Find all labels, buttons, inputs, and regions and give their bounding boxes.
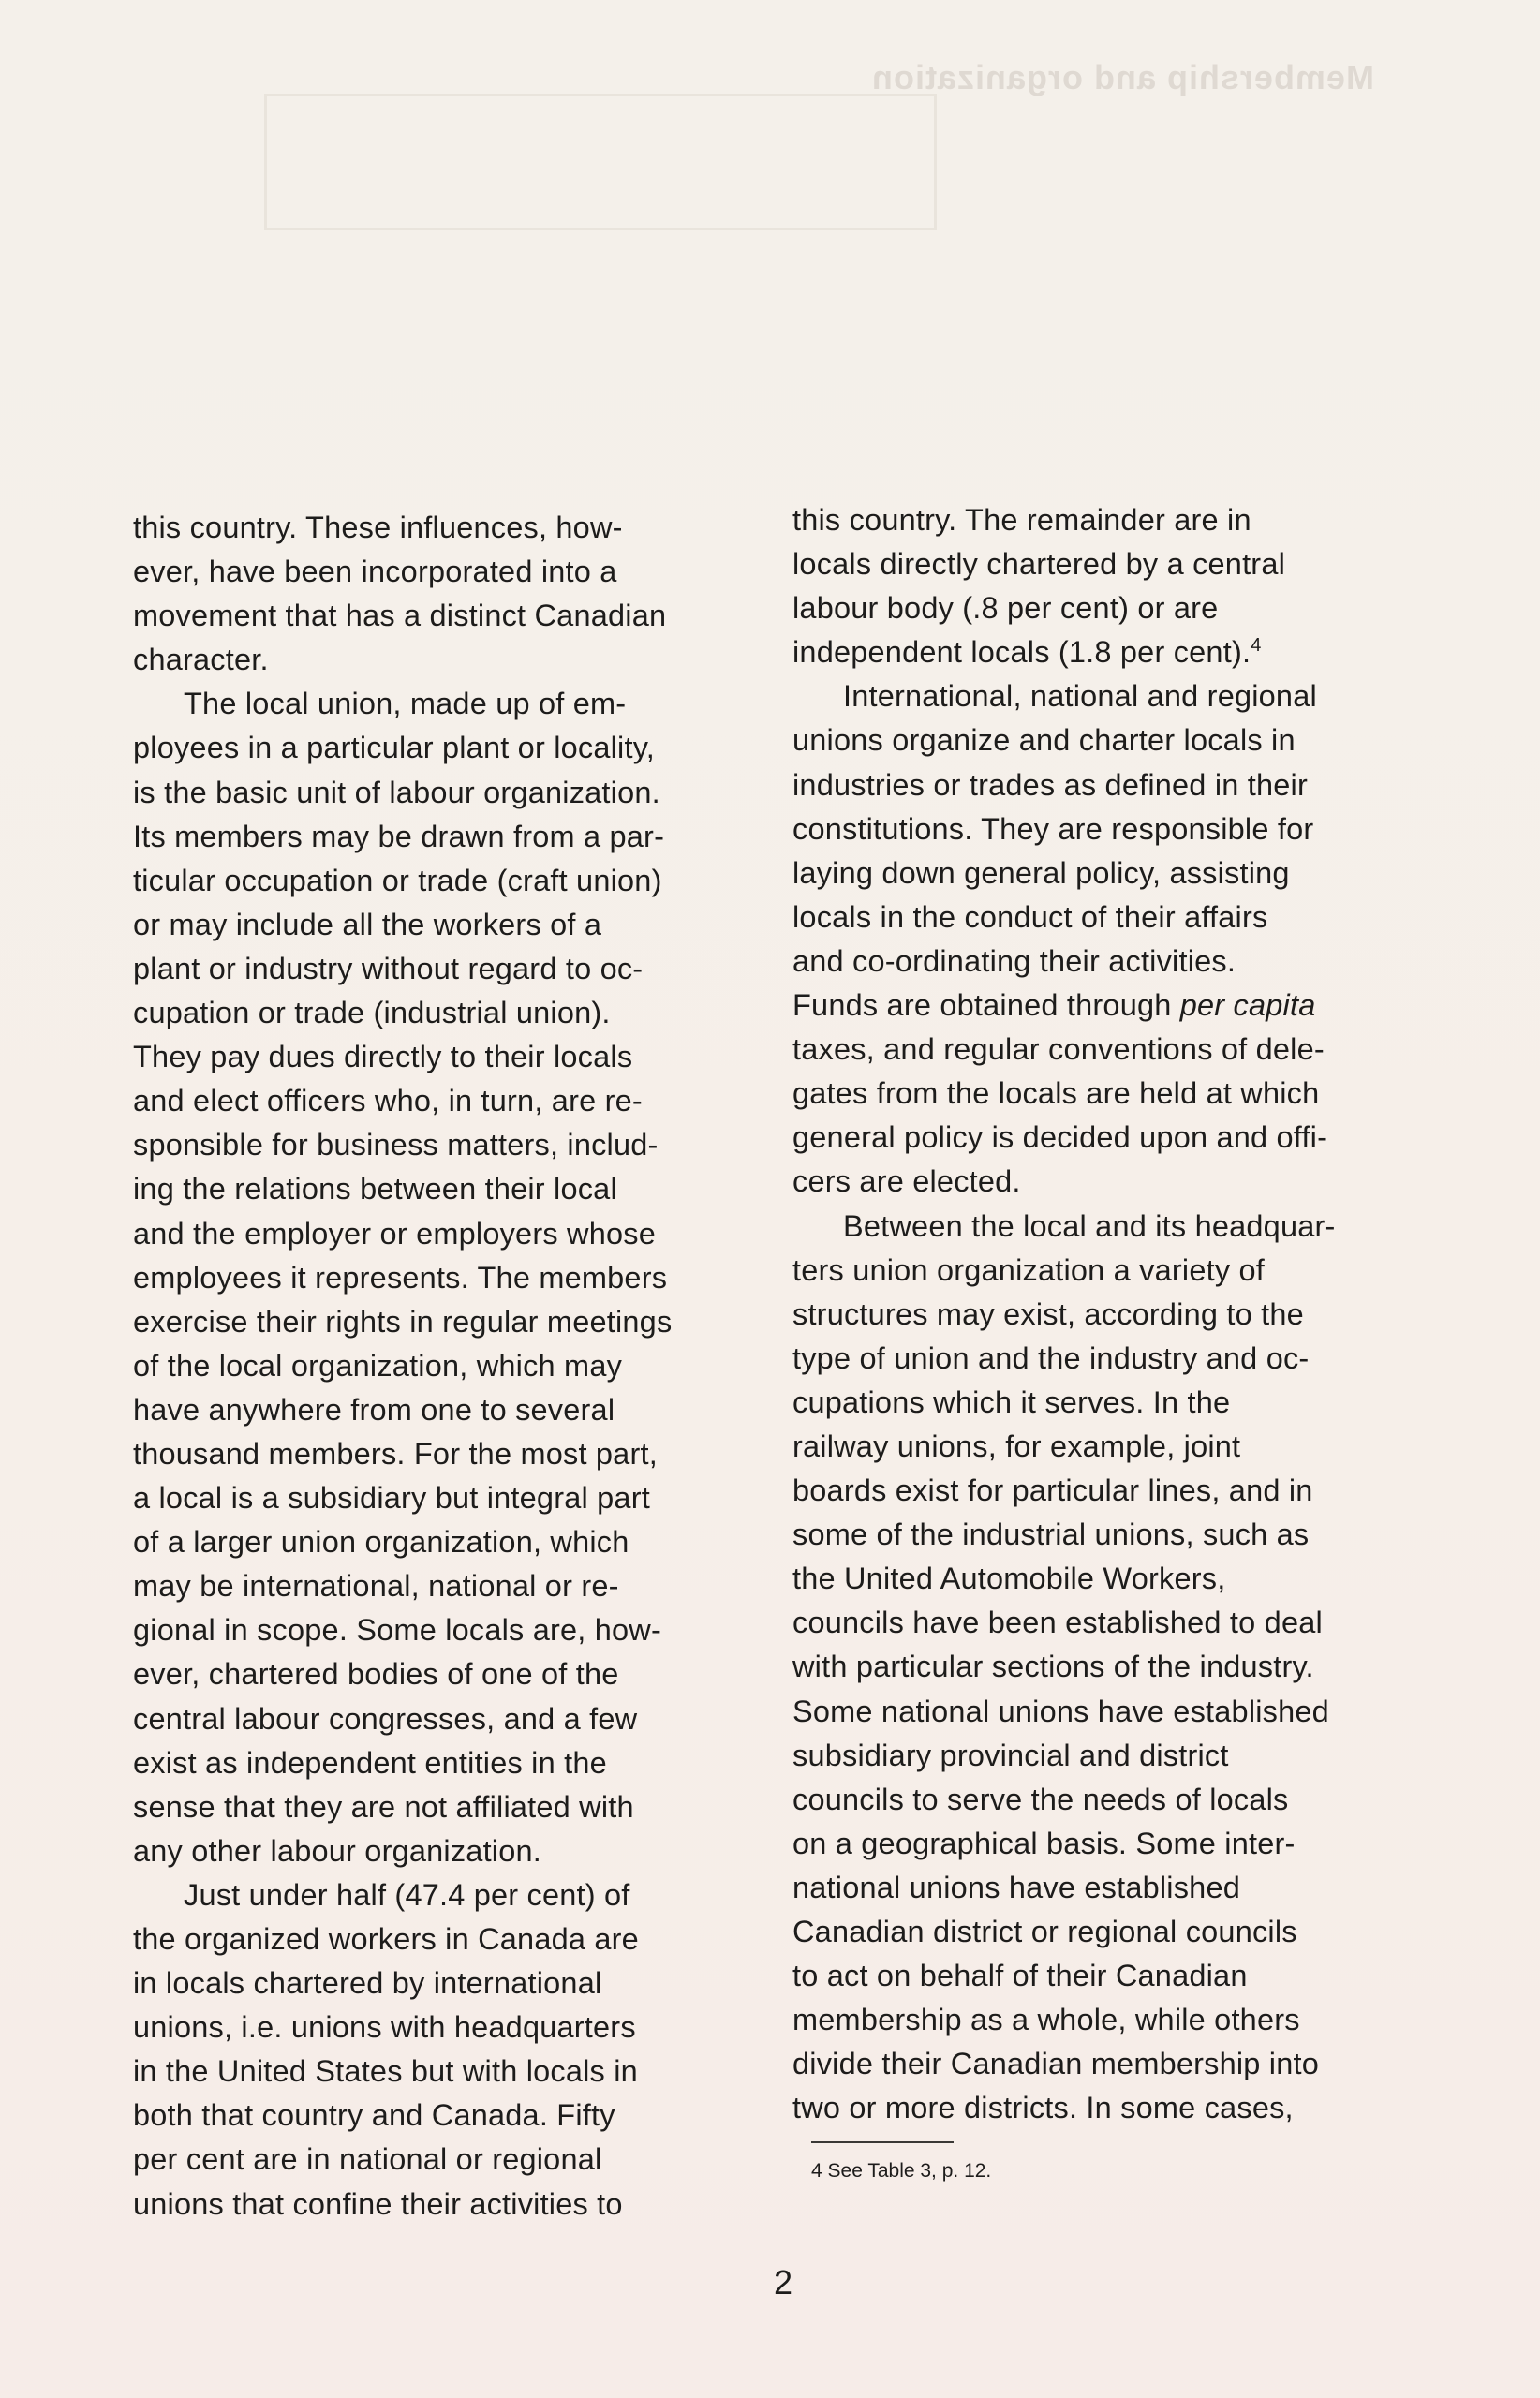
text-line: a local is a subsidiary but integral part [133,1481,650,1516]
text-line: this country. These influences, how- [133,511,623,544]
text-line: character. [133,643,269,677]
text-line: of the local organization, which may [133,1348,623,1383]
text-line: in the United States but with locals in [133,2054,638,2089]
right-text-column [792,498,1420,2130]
text-line: ing the relations between their local [133,1172,617,1206]
bleed-through-stamp-box [264,94,937,230]
text-line: gates from the locals are held at which [792,1076,1320,1111]
text-line: unions, i.e. unions with headquarters [133,2010,636,2045]
text-line: cers are elected. [792,1164,1021,1199]
left-text-column [133,506,761,2227]
text-line: per cent are in national or regional [133,2142,602,2177]
text-line: of a larger union organization, which [133,1525,629,1560]
text-line: industries or trades as defined in their [792,767,1308,802]
text-line: is the basic unit of labour organization. [133,775,660,809]
text-line: cupations which it serves. In the [792,1384,1231,1419]
page-number: 2 [774,2263,793,2302]
text-line: subsidiary provincial and district [792,1738,1229,1772]
text-line: in locals chartered by international [133,1966,602,2001]
text-line: sponsible for business matters, includ- [133,1128,659,1162]
text-line: and the employer or employers whose [133,1216,656,1251]
text-line: constitutions. They are responsible for [792,811,1314,846]
bleed-through-heading: Membership and organization [871,58,1375,96]
text-line: the organized workers in Canada are [133,1922,639,1956]
text-line: Just under half (47.4 per cent) of [184,1877,630,1912]
text-line: independent locals (1.8 per cent).$^4$ [792,635,1262,670]
text-line: employees it represents. The members [133,1260,668,1295]
text-line: on a geographical basis. Some inter- [792,1826,1296,1860]
text-line: both that country and Canada. Fifty [133,2098,615,2133]
text-line: The local union, made up of em- [184,687,627,721]
text-line: locals in the conduct of their affairs [792,899,1268,934]
text-line: to act on behalf of their Canadian [792,1959,1248,1993]
text-line: Some national unions have established [792,1694,1329,1728]
text-line: laying down general policy, assisting [792,855,1290,890]
footnote: 4 See Table 3, p. 12. [811,2160,992,2182]
text-line: ever, have been incorporated into a [133,555,617,589]
text-line: They pay dues directly to their locals [133,1040,633,1074]
text-line: and co-ordinating their activities. [792,943,1236,978]
text-line: railway unions, for example, joint [792,1428,1241,1463]
text-line: unions organize and charter locals in [792,723,1296,758]
text-line: labour body (.8 per cent) or are [792,591,1219,626]
footnote-rule [811,2141,954,2143]
text-line: boards exist for particular lines, and in [792,1473,1313,1508]
text-line: exercise their rights in regular meetings [133,1304,673,1339]
text-line: Funds are obtained through per capita [792,988,1316,1023]
text-line: locals directly chartered by a central [792,547,1286,582]
text-line: and elect officers who, in turn, are re- [133,1084,643,1118]
text-line: exist as independent entities in the [133,1745,607,1780]
text-line: ters union organization a variety of [792,1252,1266,1287]
text-line: have anywhere from one to several [133,1392,615,1427]
text-line: with particular sections of the industry. [792,1650,1314,1684]
text-line: Between the local and its headquar- [843,1208,1336,1243]
text-line: or may include all the workers of a [133,907,602,941]
text-line: Its members may be drawn from a par- [133,819,665,853]
text-line: type of union and the industry and oc- [792,1340,1310,1375]
text-line: cupation or trade (industrial union). [133,996,611,1030]
text-line: national unions have established [792,1870,1240,1904]
text-line: sense that they are not affiliated with [133,1789,634,1824]
text-line: unions that confine their activities to [133,2186,623,2221]
text-line: ever, chartered bodies of one of the [133,1657,619,1692]
text-line: general policy is decided upon and offi- [792,1120,1328,1155]
text-line: the United Automobile Workers, [792,1562,1226,1596]
text-line: plant or industry without regard to oc- [133,951,644,985]
text-line: structures may exist, according to the [792,1296,1304,1331]
text-line: Canadian district or regional councils [792,1915,1297,1948]
text-line: central labour congresses, and a few [133,1701,638,1736]
footnote-reference: 4 [1251,635,1262,657]
text-line: two or more districts. In some cases, [792,2091,1294,2125]
text-line: movement that has a distinct Canadian [133,599,667,633]
text-line: any other labour organization. [133,1833,542,1868]
text-line: International, national and regional [843,679,1317,714]
text-line: membership as a whole, while others [792,2003,1300,2037]
text-line: ployees in a particular plant or locality, [133,731,655,765]
text-line: some of the industrial unions, such as [792,1517,1310,1552]
text-line: gional in scope. Some locals are, how- [133,1613,662,1648]
text-line: councils have been established to deal [792,1606,1323,1640]
text-line: councils to serve the needs of locals [792,1782,1289,1816]
text-line: this country. The remainder are in [792,503,1251,537]
text-line: taxes, and regular conventions of dele- [792,1032,1325,1067]
text-line: divide their Canadian membership into [792,2047,1320,2081]
text-line: may be international, national or re- [133,1569,619,1604]
text-line: ticular occupation or trade (craft union) [133,863,662,897]
text-line: thousand members. For the most part, [133,1436,658,1471]
